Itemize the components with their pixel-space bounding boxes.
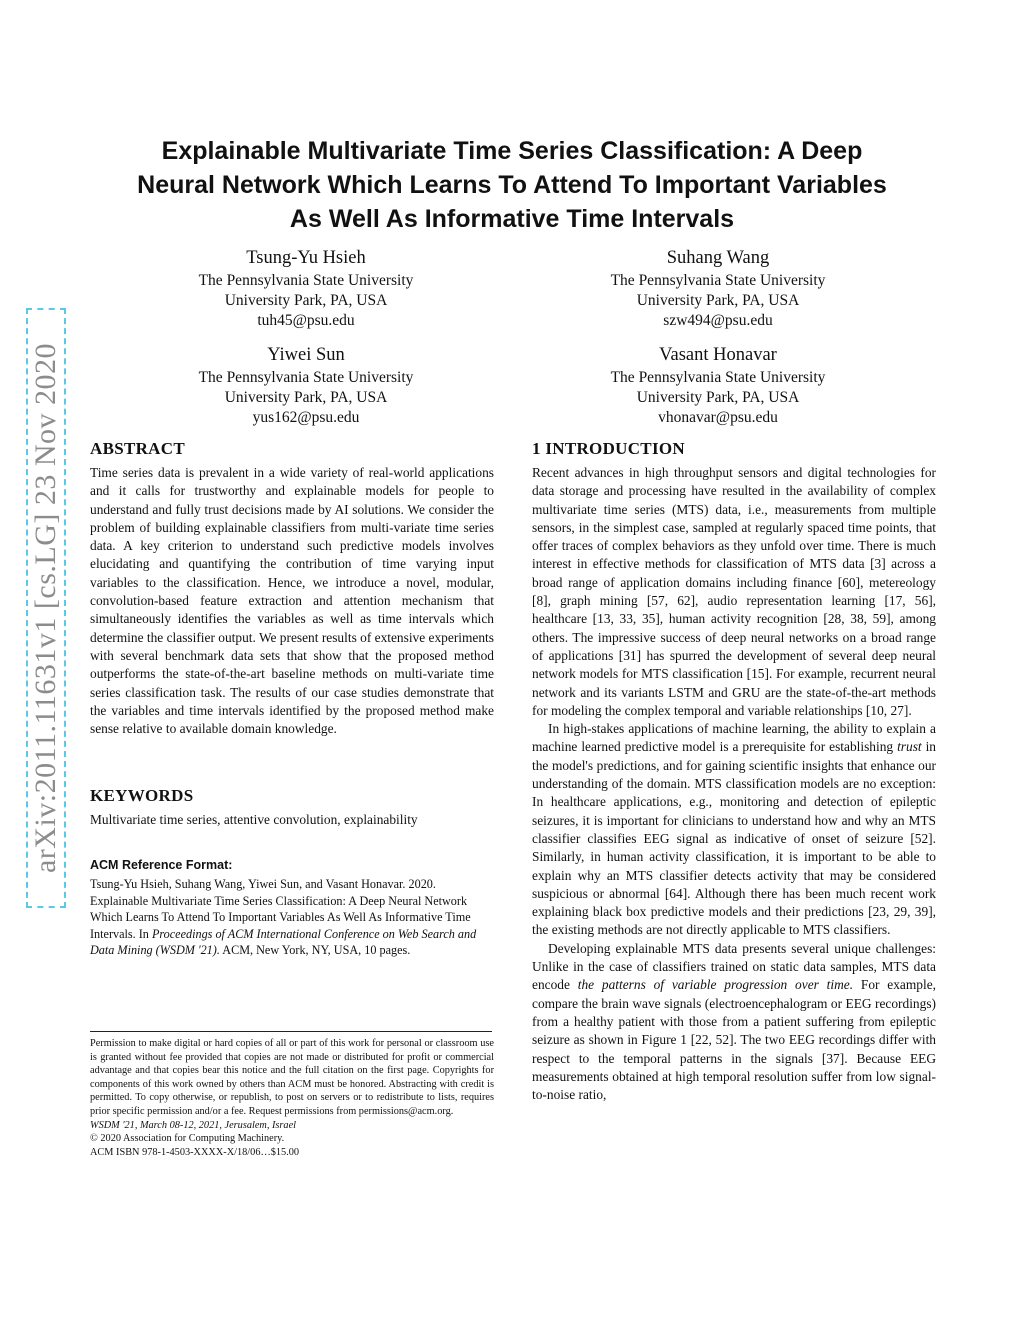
author-email: yus162@psu.edu	[252, 409, 360, 426]
paper-title	[80, 134, 944, 236]
author-email: vhonavar@psu.edu	[658, 409, 778, 426]
author-block	[548, 245, 888, 331]
intro-paragraph-3	[532, 940, 936, 1105]
author-location: University Park, PA, USA	[224, 292, 388, 309]
isbn-line: ACM ISBN 978-1-4503-XXXX-X/18/06…$15.00	[90, 1146, 300, 1158]
keywords-heading: KEYWORDS	[90, 786, 194, 805]
introduction-body	[532, 464, 936, 1104]
author-name: Tsung-Yu Hsieh	[246, 248, 366, 268]
author-email: szw494@psu.edu	[663, 312, 773, 329]
abstract-heading: ABSTRACT	[90, 439, 185, 458]
keywords-body	[90, 811, 494, 829]
intro-p2-emphasis: trust	[897, 739, 922, 755]
intro-paragraph-2	[532, 720, 936, 940]
acm-reference-plain: Tsung-Yu Hsieh, Suhang Wang, Yiwei Sun, and Vasant Honavar. 2020. Explainable Multivariate Time Series Classification: A Deep Neural Network Which Learns To Attend To Important Variables As Well As Informative Time Intervals. In	[90, 877, 471, 941]
intro-paragraph-1: Recent advances in high throughput sensors and digital technologies for data storage and processing have resulted in the availability of complex multivariate time series (MTS) data, i.e., measurements from multiple sensors, in the simplest case, sampled at regularly spaced time points, that offer traces of complex behaviors as they unfold over time. There is much interest in effective methods for classification of MTS data [3] across a broad range of application domains including finance [60], metereology [8], graph mining [57, 62], audio representation learning [17, 56], healthcare [13, 33, 35], human activity recognition [28, 38, 59], among others. The impressive success of deep neural networks on a broad range of applications [31] has spurred the development of several deep neural network models for MTS classification [15]. For example, recurrent neural network and its variants LSTM and GRU are the state-of-the-art methods for modeling the complex temporal and variable relationships [10, 27].	[532, 465, 936, 718]
author-block	[548, 342, 888, 428]
intro-p3-text: For example, compare the brain wave signals (electroencephalogram or EEG recordings) from a healthy patient with those from a patient suffering from epileptic seizure as shown in Figure 1 [22, 52]. The two EEG recordings differ with respect to the temporal patterns in the signals [37]. Because EEG measurements obtained at high temporal resolution suffer from low signal-to-noise ratio,	[532, 977, 936, 1103]
author-affiliation: The Pennsylvania State University	[198, 369, 414, 386]
intro-p3-text: Developing explainable MTS data presents several unique challenges: Unlike in the case of classifiers trained on static data samples, MTS data encode	[532, 940, 936, 993]
acm-reference-venue: Proceedings of ACM International Conference on Web Search and Data Mining (WSDM '21).	[90, 926, 477, 957]
author-affiliation: The Pennsylvania State University	[610, 272, 826, 289]
author-name: Suhang Wang	[666, 248, 770, 268]
arxiv-identifier: arXiv:2011.11631v1 [cs.LG] 23 Nov 2020	[29, 342, 63, 874]
copyright-line: © 2020 Association for Computing Machinery.	[90, 1133, 285, 1145]
arxiv-stamp	[26, 308, 66, 908]
author-affiliation: The Pennsylvania State University	[610, 369, 826, 386]
introduction-heading: 1 INTRODUCTION	[532, 439, 685, 458]
acm-reference-heading: ACM Reference Format:	[90, 858, 233, 872]
author-location: University Park, PA, USA	[636, 292, 800, 309]
author-block	[136, 342, 476, 428]
author-name: Yiwei Sun	[267, 345, 345, 365]
intro-p3-emphasis: the patterns of variable progression over time.	[577, 977, 854, 993]
intro-p2-text: in the model's predictions, and for gaining scientific insights that enhance our understanding of the domain. MTS classification models are no exception: In healthcare applications, e.g., monitoring and detection of epileptic seizures, it is important for clinicians to understand how and why an MTS classifier classifies EEG signal as indicative of onset of seizure [52]. Similarly, in human activity classification, it is important to be able to explain why an MTS classifier detects activity that may be considered suspicious or abnormal [64]. Although there has been much recent work explaining black box predictive models and their predictions [23, 29, 39], the existing methods are not directly applicable to MTS classifiers.	[532, 739, 936, 938]
permission-footnote	[90, 1037, 494, 1159]
acm-reference-tail: ACM, New York, NY, USA, 10 pages.	[219, 943, 411, 957]
conference-line: WSDM '21, March 08-12, 2021, Jerusalem, Israel	[90, 1119, 297, 1131]
title-line: As Well As Informative Time Intervals	[289, 205, 735, 233]
acm-reference-text	[90, 876, 494, 959]
title-line: Neural Network Which Learns To Attend To Important Variables	[137, 171, 887, 199]
author-block	[136, 245, 476, 331]
footnote-rule	[90, 1031, 492, 1032]
title-line: Explainable Multivariate Time Series Classification: A Deep	[161, 137, 863, 165]
intro-p2-text: In high-stakes applications of machine learning, the ability to explain a machine learned predictive model is a prerequisite for establishing	[532, 721, 936, 755]
abstract-body	[90, 464, 494, 738]
author-location: University Park, PA, USA	[636, 389, 800, 406]
abstract-text: Time series data is prevalent in a wide variety of real-world applications and it calls for trustworthy and explainable models for people to understand and fully trust decisions made by AI solutions. We consider the problem of building explainable classifiers from multi-variate time series data. A key criterion to understand such predictive models involves elucidating and quantifying the contribution of time varying input variables to the classification. Hence, we introduce a novel, modular, convolution-based feature extraction and attention mechanism that simultaneously identifies the variables as well as time intervals which determine the classifier output. We present results of extensive experiments with several benchmark data sets that show that the proposed method outperforms the state-of-the-art baseline methods on multi-variate time series classification task. The results of our case studies demonstrate that the variables and time intervals identified by the proposed method make sense relative to available domain knowledge.	[90, 465, 494, 737]
author-name: Vasant Honavar	[659, 345, 777, 365]
permission-text: Permission to make digital or hard copies of all or part of this work for personal or classroom use is granted without fee provided that copies are not made or distributed for profit or commercial advantage and that copies bear this notice and the full citation on the first page. Copyrights for components of this work owned by others than ACM must be honored. Abstracting with credit is permitted. To copy otherwise, or republish, to post on servers or to redistribute to lists, requires prior specific permission and/or a fee. Request permissions from permissions@acm.org.	[90, 1038, 494, 1117]
author-affiliation: The Pennsylvania State University	[198, 272, 414, 289]
author-location: University Park, PA, USA	[224, 389, 388, 406]
keywords-text: Multivariate time series, attentive convolution, explainability	[90, 812, 418, 827]
author-email: tuh45@psu.edu	[257, 312, 355, 329]
